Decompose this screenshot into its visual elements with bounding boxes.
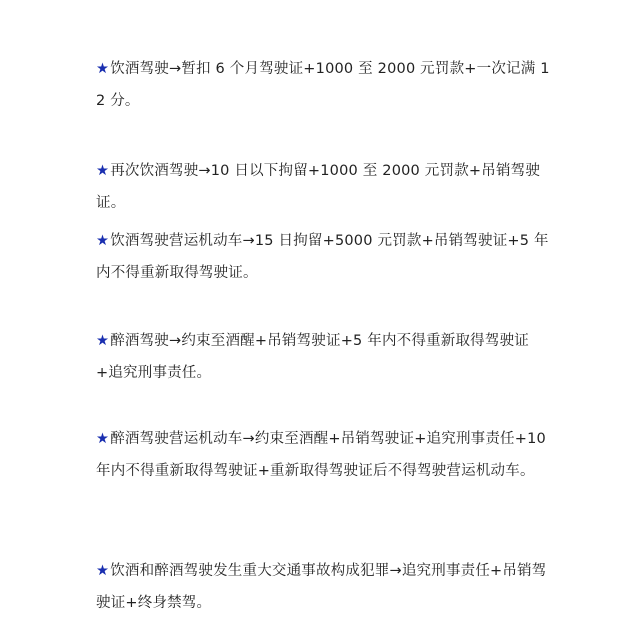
item-text: 饮酒驾驶→暂扣 6 个月驾驶证+1000 至 2000 元罚款+一次记满 12 分。 [96,60,550,109]
item-text: 饮酒驾驶营运机动车→15 日拘留+5000 元罚款+吊销驾驶证+5 年内不得重新取得驾驶证。 [96,232,549,281]
list-item [96,53,556,117]
star-bullet-icon: ★ [96,430,110,447]
star-bullet-icon: ★ [96,162,110,179]
item-text: 醉酒驾驶营运机动车→约束至酒醒+吊销驾驶证+追究刑事责任+10年内不得重新取得驾驶证+重新取得驾驶证后不得驾驶营运机动车。 [96,430,546,479]
item-text: 饮酒和醉酒驾驶发生重大交通事故构成犯罪→追究刑事责任+吊销驾驶证+终身禁驾。 [96,562,547,611]
list-item [96,155,556,219]
star-bullet-icon: ★ [96,60,110,77]
list-item [96,325,556,389]
list-item [96,423,556,487]
star-bullet-icon: ★ [96,562,110,579]
item-text: 再次饮酒驾驶→10 日以下拘留+1000 至 2000 元罚款+吊销驾驶证。 [96,162,541,211]
item-text: 醉酒驾驶→约束至酒醒+吊销驾驶证+5 年内不得重新取得驾驶证+追究刑事责任。 [96,332,529,381]
star-bullet-icon: ★ [96,232,110,249]
list-item [96,225,556,289]
star-bullet-icon: ★ [96,332,110,349]
list-item [96,555,556,619]
